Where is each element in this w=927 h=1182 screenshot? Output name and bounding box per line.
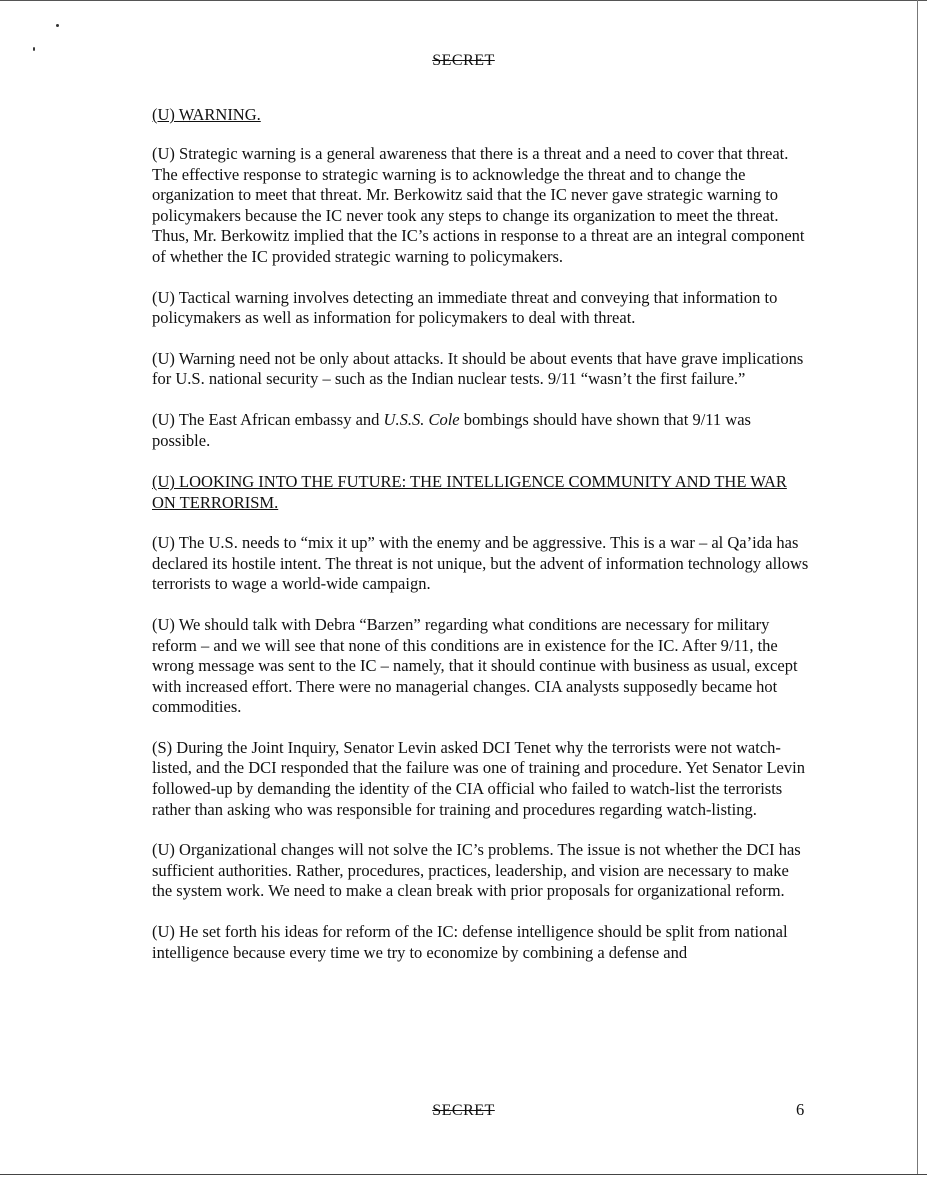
scan-speck (33, 47, 35, 51)
page-edge-top (0, 0, 927, 1)
page-edge-right (917, 0, 918, 1175)
section-heading-warning: (U) WARNING. (152, 105, 261, 124)
paragraph-mix-it-up: (U) The U.S. needs to “mix it up” with the enemy and be aggressive. This is a war – al Qa’ida has declared its hostile intent. The threat is not unique, but the advent of information technology allows terrorists to wage a world-wide campaign. (152, 533, 809, 594)
paragraph-tactical-warning: (U) Tactical warning involves detecting an immediate threat and conveying that information to policymakers as well as information for policymakers to deal with threat. (152, 287, 778, 328)
paragraph-organizational-changes: (U) Organizational changes will not solve the IC’s problems. The issue is not whether the DCI has sufficient authorities. Rather, procedures, practices, leadership, and vision are necessary to make the system work. We need to make a clean break with prior proposals for organizational reform. (152, 840, 801, 901)
classification-marking-top: SECRET (432, 52, 495, 69)
page-number: 6 (796, 1100, 805, 1119)
ship-name: U.S.S. Cole (383, 409, 460, 429)
paragraph-reform-ideas: (U) He set forth his ideas for reform of the IC: defense intelligence should be split from national intelligence because every time we try to economize by combining a defense and (152, 922, 788, 962)
paragraph-text: bombings should have shown that 9/11 was possible. (152, 409, 751, 450)
document-body (152, 104, 812, 983)
paragraph-military-reform: (U) We should talk with Debra “Barzen” regarding what conditions are necessary for military reform – and we will see that none of this conditions are in existence for the IC. After 9/11, the wrong message was sent to the IC – namely, that it should continue with business as usual, except with increased effort. There were no managerial changes. CIA analysts supposedly became hot commodities. (152, 614, 798, 717)
section-heading-future: (U) LOOKING INTO THE FUTURE: THE INTELLIGENCE COMMUNITY AND THE WAR ON TERRORISM. (152, 472, 787, 513)
classification-marking-bottom: SECRET (432, 1102, 495, 1119)
paragraph-embassy-bombings (152, 410, 812, 451)
paragraph-text: (U) The East African embassy and (152, 409, 384, 429)
paragraph-warning-scope: (U) Warning need not be only about attacks. It should be about events that have grave implications for U.S. national security – such as the Indian nuclear tests. 9/11 “wasn’t the first failure.” (152, 348, 804, 389)
scan-speck (56, 24, 59, 27)
page-edge-bottom (0, 1174, 927, 1175)
paragraph-joint-inquiry: (S) During the Joint Inquiry, Senator Levin asked DCI Tenet why the terrorists were not watch-listed, and the DCI responded that the failure was one of training and procedure. Yet Senator Levin followed-up by demanding the identity of the CIA official who failed to watch-list the terrorists rather than asking who was responsible for training and procedures regarding watch-listing. (152, 737, 805, 819)
paragraph-strategic-warning: (U) Strategic warning is a general awareness that there is a threat and a need to cover that threat. The effective response to strategic warning is to acknowledge the threat and to change the organization to meet that threat. Mr. Berkowitz said that the IC never gave strategic warning to policymakers because the IC never took any steps to change its organization to meet the threat. Thus, Mr. Berkowitz implied that the IC’s actions in response to a threat are an integral component of whether the IC provided strategic warning to policymakers. (152, 144, 805, 266)
